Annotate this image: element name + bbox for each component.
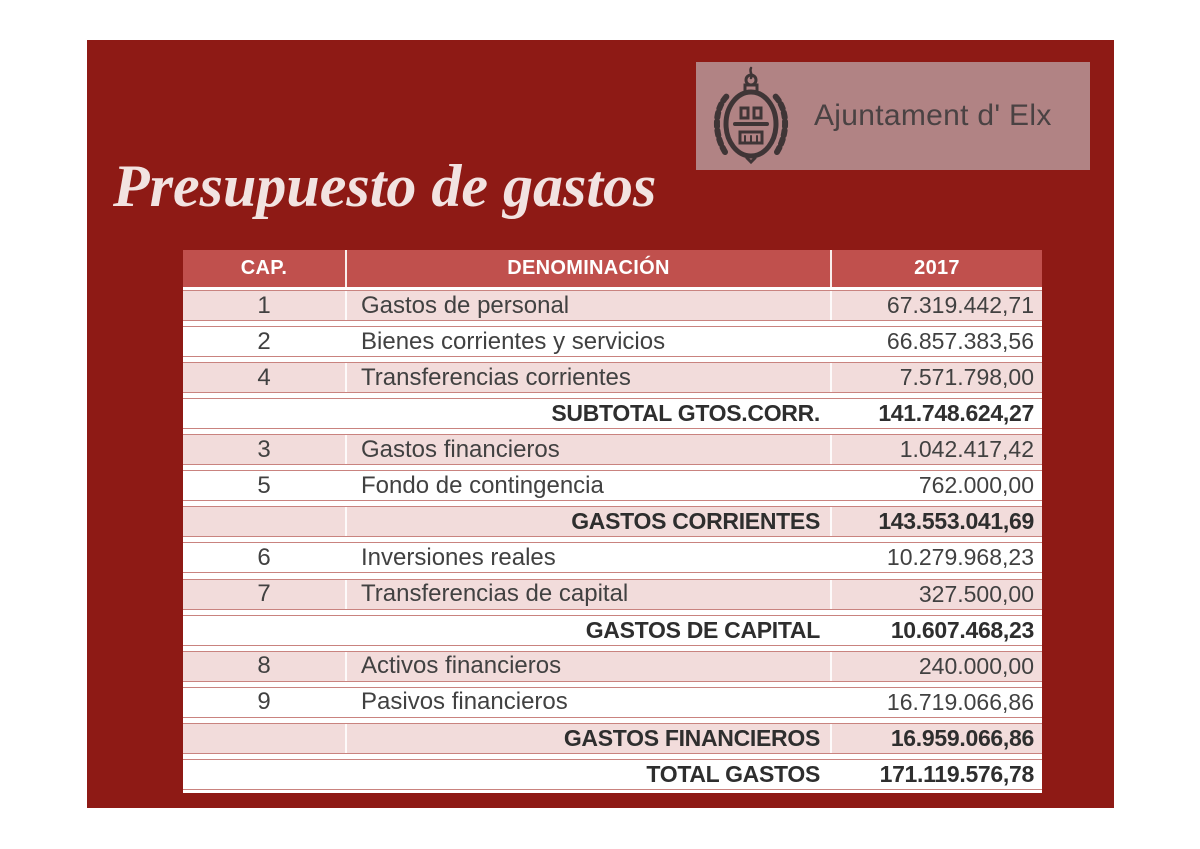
slide-title: Presupuesto de gastos	[113, 153, 657, 219]
table-row-subtotal	[183, 723, 1042, 754]
cell-amount-2017: 762.000,00	[830, 471, 1042, 500]
table-row-total	[183, 759, 1042, 790]
table-row	[183, 470, 1042, 501]
coat-of-arms-icon	[710, 66, 792, 166]
cell-cap: 6	[257, 543, 271, 571]
cell-amount-2017: 327.500,00	[830, 580, 1042, 609]
cell-cap: 3	[257, 435, 271, 463]
table-row	[183, 362, 1042, 393]
table-row	[183, 326, 1042, 357]
table-row-subtotal	[183, 398, 1042, 429]
table-row	[183, 290, 1042, 321]
slide	[87, 40, 1114, 808]
cell-cap	[183, 616, 345, 645]
cell-denominacion: Bienes corrientes y servicios	[345, 327, 830, 356]
cell-amount-2017: 143.553.041,69	[830, 507, 1042, 536]
cell-cap	[183, 760, 345, 789]
cell-cap	[183, 507, 345, 536]
table-row-subtotal	[183, 506, 1042, 537]
col-header-2017: 2017	[830, 250, 1042, 287]
cell-cap	[183, 399, 345, 428]
logo-org-name: Ajuntament d' Elx	[814, 99, 1052, 132]
table-body	[183, 290, 1042, 790]
cell-amount-2017: 10.279.968,23	[830, 543, 1042, 572]
cell-denominacion: Pasivos financieros	[345, 688, 830, 717]
cell-denominacion: TOTAL GASTOS	[345, 760, 830, 789]
budget-table	[183, 250, 1042, 793]
cell-denominacion: SUBTOTAL GTOS.CORR.	[345, 399, 830, 428]
cell-amount-2017: 16.959.066,86	[830, 724, 1042, 753]
table-row	[183, 687, 1042, 718]
cell-amount-2017: 1.042.417,42	[830, 435, 1042, 464]
table-header-row	[183, 250, 1042, 287]
col-header-denominacion: DENOMINACIÓN	[345, 250, 830, 287]
cell-cap: 2	[257, 327, 271, 355]
cell-denominacion: Activos financieros	[345, 652, 830, 681]
cell-denominacion: Gastos financieros	[345, 435, 830, 464]
cell-amount-2017: 67.319.442,71	[830, 291, 1042, 320]
cell-cap: 9	[257, 688, 271, 716]
cell-denominacion: Inversiones reales	[345, 543, 830, 572]
logo-box	[696, 62, 1090, 170]
cell-amount-2017: 240.000,00	[830, 652, 1042, 681]
cell-cap: 1	[257, 291, 271, 319]
col-header-cap: CAP.	[240, 257, 288, 279]
table-row	[183, 651, 1042, 682]
cell-denominacion: GASTOS CORRIENTES	[345, 507, 830, 536]
table-row	[183, 434, 1042, 465]
cell-denominacion: Fondo de contingencia	[345, 471, 830, 500]
cell-denominacion: GASTOS FINANCIEROS	[345, 724, 830, 753]
cell-cap: 4	[257, 363, 271, 391]
cell-cap	[183, 724, 345, 753]
cell-amount-2017: 10.607.468,23	[830, 616, 1042, 645]
cell-cap: 5	[257, 471, 271, 499]
cell-denominacion: Gastos de personal	[345, 291, 830, 320]
table-row	[183, 542, 1042, 573]
cell-cap: 7	[257, 580, 271, 607]
cell-cap: 8	[257, 652, 271, 680]
cell-denominacion: Transferencias de capital	[345, 580, 830, 609]
cell-amount-2017: 141.748.624,27	[830, 399, 1042, 428]
cell-amount-2017: 66.857.383,56	[830, 327, 1042, 356]
cell-amount-2017: 171.119.576,78	[830, 760, 1042, 789]
cell-amount-2017: 7.571.798,00	[830, 363, 1042, 392]
table-row-subtotal	[183, 615, 1042, 646]
cell-amount-2017: 16.719.066,86	[830, 688, 1042, 717]
table-row	[183, 579, 1042, 610]
cell-denominacion: Transferencias corrientes	[345, 363, 830, 392]
cell-denominacion: GASTOS DE CAPITAL	[345, 616, 830, 645]
